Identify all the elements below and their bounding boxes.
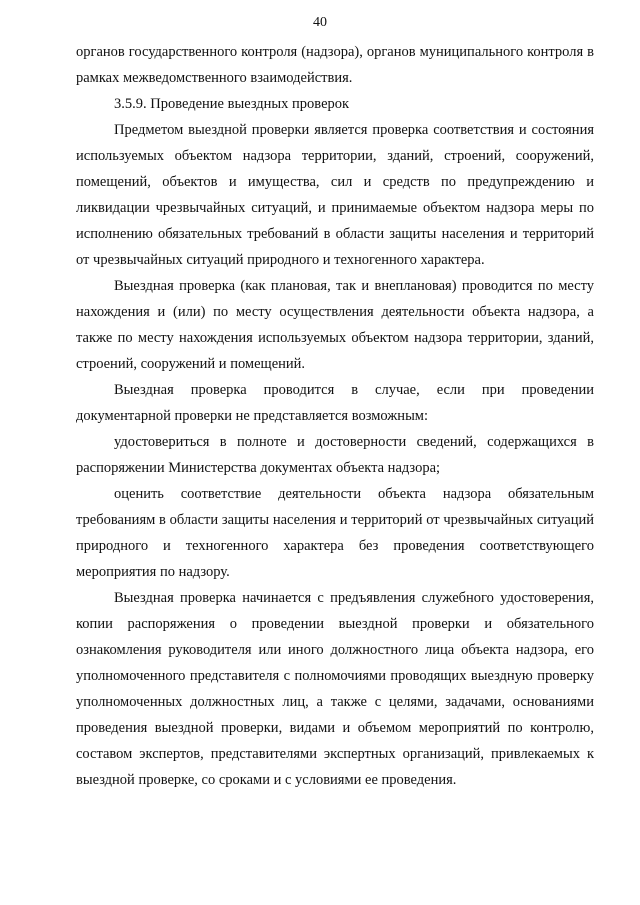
paragraph-location: Выездная проверка (как плановая, так и внеплановая) проводится по месту нахождения и (или) по месту осуществления деятельности объекта надзора, а также по месту нахождения используемых объектом надзора территории, зданий, строений, сооружений и помещений.: [76, 278, 594, 372]
page-number: 40: [313, 15, 327, 30]
list-item-assess: оценить соответствие деятельности объекта надзора обязательным требованиям в области защиты населения и территорий от чрезвычайных ситуаций природного и техногенного характера без проведения соответствующего мероприятия по надзору.: [76, 486, 594, 580]
paragraph-subject: Предметом выездной проверки является проверка соответствия и состояния используемых объектом надзора территории, зданий, строений, сооружений, помещений, объектов и имущества, сил и средств по предупреждению и ликвидации чрезвычайных ситуаций, и принимаемые объектом надзора меры по исполнению обязательных требований в области защиты населения и территорий от чрезвычайных ситуаций природного и техногенного характера.: [76, 122, 594, 268]
section-heading: 3.5.9. Проведение выездных проверок: [114, 96, 350, 112]
paragraph-conditions: Выездная проверка проводится в случае, если при проведении документарной проверки не представляется возможным:: [76, 382, 594, 424]
paragraph-continuation: органов государственного контроля (надзора), органов муниципального контроля в рамках межведомственного взаимодействия.: [76, 44, 594, 86]
list-item-verify: удостовериться в полноте и достоверности сведений, содержащихся в распоряжении Министерства документах объекта надзора;: [76, 434, 594, 476]
document-body: [76, 39, 594, 793]
paragraph-start: Выездная проверка начинается с предъявления служебного удостоверения, копии распоряжения о проведении выездной проверки и обязательного ознакомления руководителя или иного должностного лица объекта надзора, его уполномоченного представителя с полномочиями проводящих выездную проверку уполномоченных должностных лиц, а также с целями, задачами, основаниями проведения выездной проверки, видами и объемом мероприятий по контролю, составом экспертов, представителями экспертных организаций, привлекаемых к выездной проверке, со сроками и с условиями ее проведения.: [76, 590, 594, 788]
